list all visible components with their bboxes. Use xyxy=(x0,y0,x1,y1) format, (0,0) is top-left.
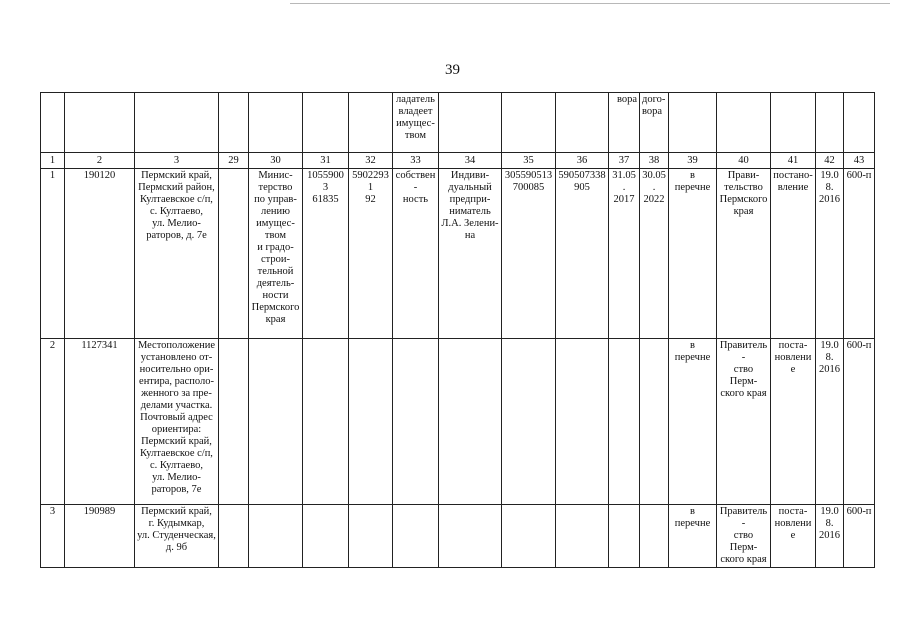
col-num: 39 xyxy=(669,153,717,169)
right-type-cell: собствен- ность xyxy=(393,169,439,339)
row-index: 1 xyxy=(41,169,65,339)
tenant-ogrn-cell xyxy=(502,339,556,505)
col-num: 33 xyxy=(393,153,439,169)
authority-cell: Правитель- ство Перм- ского края xyxy=(717,505,771,568)
col-num: 30 xyxy=(249,153,303,169)
tenant-ogrn-cell: 305590513 700085 xyxy=(502,169,556,339)
tenant-inn-cell: 590507338 905 xyxy=(556,169,609,339)
cadastral-number: 1127341 xyxy=(65,339,135,505)
row-index: 2 xyxy=(41,339,65,505)
doc-date-cell: 19.08. 2016 xyxy=(816,505,844,568)
contract-end-cell xyxy=(640,339,669,505)
ogrn-cell xyxy=(303,505,349,568)
header-c38: дого- вора xyxy=(640,93,669,153)
col-num: 37 xyxy=(609,153,640,169)
row-index: 3 xyxy=(41,505,65,568)
contract-end-cell: 30.05. 2022 xyxy=(640,169,669,339)
doc-number-cell: 600-п xyxy=(844,505,875,568)
ogrn-cell xyxy=(303,339,349,505)
top-rule xyxy=(290,3,890,4)
tenant-inn-cell xyxy=(556,505,609,568)
col-num: 38 xyxy=(640,153,669,169)
tenant-cell xyxy=(439,505,502,568)
cadastral-number: 190989 xyxy=(65,505,135,568)
inn-cell xyxy=(349,339,393,505)
doc-type-cell: поста- новление xyxy=(771,505,816,568)
header-c33: ладатель владеет имущес- твом xyxy=(393,93,439,153)
col-num: 34 xyxy=(439,153,502,169)
doc-type-cell: постано- вление xyxy=(771,169,816,339)
col-num: 36 xyxy=(556,153,609,169)
col-num: 31 xyxy=(303,153,349,169)
inn-cell xyxy=(349,505,393,568)
column-number-row xyxy=(41,153,875,169)
header-c37: вора xyxy=(609,93,640,153)
cadastral-number: 190120 xyxy=(65,169,135,339)
tenant-cell xyxy=(439,339,502,505)
doc-date-cell: 19.08. 2016 xyxy=(816,169,844,339)
contract-end-cell xyxy=(640,505,669,568)
status-cell: в перечне xyxy=(669,169,717,339)
address-cell: Пермский край, г. Кудымкар, ул. Студенческая, д. 9б xyxy=(135,505,219,568)
col-num: 43 xyxy=(844,153,875,169)
col-num: 32 xyxy=(349,153,393,169)
contract-start-cell: 31.05. 2017 xyxy=(609,169,640,339)
cell-c29 xyxy=(219,339,249,505)
ogrn-cell: 10559003 61835 xyxy=(303,169,349,339)
col-num: 3 xyxy=(135,153,219,169)
contract-start-cell xyxy=(609,339,640,505)
authority-cell: Прави- тельство Пермского края xyxy=(717,169,771,339)
registry-table xyxy=(40,92,875,568)
address-cell: Пермский край, Пермский район, Култаевское с/п, с. Култаево, ул. Мелио- раторов, д. 7е xyxy=(135,169,219,339)
header-row xyxy=(41,93,875,153)
owner-cell xyxy=(249,339,303,505)
cell-c29 xyxy=(219,169,249,339)
col-num: 29 xyxy=(219,153,249,169)
col-num: 40 xyxy=(717,153,771,169)
right-type-cell xyxy=(393,339,439,505)
inn-cell: 59022931 92 xyxy=(349,169,393,339)
status-cell: в перечне xyxy=(669,505,717,568)
doc-date-cell: 19.08. 2016 xyxy=(816,339,844,505)
cell-c29 xyxy=(219,505,249,568)
tenant-ogrn-cell xyxy=(502,505,556,568)
owner-cell xyxy=(249,505,303,568)
page-number: 39 xyxy=(445,62,460,78)
tenant-cell: Индиви- дуальный предпри- ниматель Л.А. Зелени- на xyxy=(439,169,502,339)
col-num: 1 xyxy=(41,153,65,169)
status-cell: в перечне xyxy=(669,339,717,505)
address-cell: Местоположение установлено от- носительно ори- ентира, располо- женного за пре- делами участка. Почтовый адрес ориентира: Пермский край, Култаевское с/п, с. Култаево, ул. Мелио- раторов, 7е xyxy=(135,339,219,505)
contract-start-cell xyxy=(609,505,640,568)
doc-type-cell: поста- новление xyxy=(771,339,816,505)
right-type-cell xyxy=(393,505,439,568)
doc-number-cell: 600-п xyxy=(844,169,875,339)
col-num: 42 xyxy=(816,153,844,169)
table-row xyxy=(41,505,875,568)
tenant-inn-cell xyxy=(556,339,609,505)
col-num: 35 xyxy=(502,153,556,169)
table-row xyxy=(41,169,875,339)
col-num: 2 xyxy=(65,153,135,169)
owner-cell: Минис- терство по управ- лению имущес- твом и градо- строи- тельной деятель- ности Пермского края xyxy=(249,169,303,339)
authority-cell: Правитель- ство Перм- ского края xyxy=(717,339,771,505)
col-num: 41 xyxy=(771,153,816,169)
table-row xyxy=(41,339,875,505)
doc-number-cell: 600-п xyxy=(844,339,875,505)
